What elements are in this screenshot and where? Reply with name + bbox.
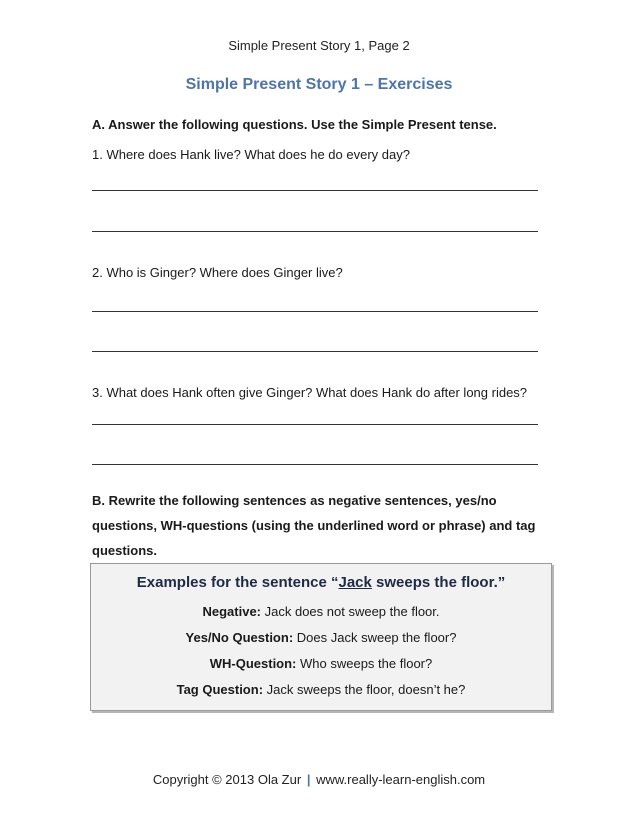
example-text: Jack does not sweep the floor.: [261, 604, 440, 619]
example-tag-question: [91, 682, 551, 697]
answer-line[interactable]: [92, 190, 538, 191]
example-wh-question: [91, 656, 551, 671]
section-a-heading: A. Answer the following questions. Use the Simple Present tense.: [92, 117, 497, 132]
example-negative: [91, 604, 551, 619]
example-label: Tag Question:: [176, 682, 264, 697]
answer-line[interactable]: [92, 231, 538, 232]
examples-title-prefix: Examples for the sentence “: [136, 574, 339, 591]
page-header: Simple Present Story 1, Page 2: [228, 38, 410, 53]
example-text: Jack sweeps the floor, doesn’t he?: [263, 682, 466, 697]
answer-line[interactable]: [92, 311, 538, 312]
example-label: WH-Question:: [209, 656, 297, 671]
question-2: 2. Who is Ginger? Where does Ginger live?: [92, 265, 343, 280]
examples-title-underlined-word: Jack: [338, 574, 372, 591]
question-3: 3. What does Hank often give Ginger? What does Hank do after long rides?: [92, 385, 528, 400]
footer-separator: |: [306, 772, 311, 787]
page-footer: [0, 772, 638, 787]
examples-title: [91, 574, 551, 591]
footer-copyright: Copyright © 2013 Ola Zur: [152, 772, 302, 787]
answer-line[interactable]: [92, 424, 538, 425]
answer-line[interactable]: [92, 464, 538, 465]
example-label: Yes/No Question:: [185, 630, 294, 645]
example-text: Does Jack sweep the floor?: [293, 630, 457, 645]
footer-website-link[interactable]: www.really-learn-english.com: [316, 772, 486, 787]
example-yes-no-question: [91, 630, 551, 645]
example-label: Negative:: [202, 604, 262, 619]
section-b-instructions: B. Rewrite the following sentences as negative sentences, yes/no questions, WH-questions (using the underlined word or phrase) and tag questions.: [92, 493, 536, 558]
answer-line[interactable]: [92, 351, 538, 352]
examples-title-suffix: sweeps the floor.”: [371, 574, 506, 591]
examples-box: [90, 563, 552, 711]
question-1: 1. Where does Hank live? What does he do every day?: [92, 147, 410, 162]
example-text: Who sweeps the floor?: [296, 656, 433, 671]
page-title: Simple Present Story 1 – Exercises: [185, 76, 453, 93]
